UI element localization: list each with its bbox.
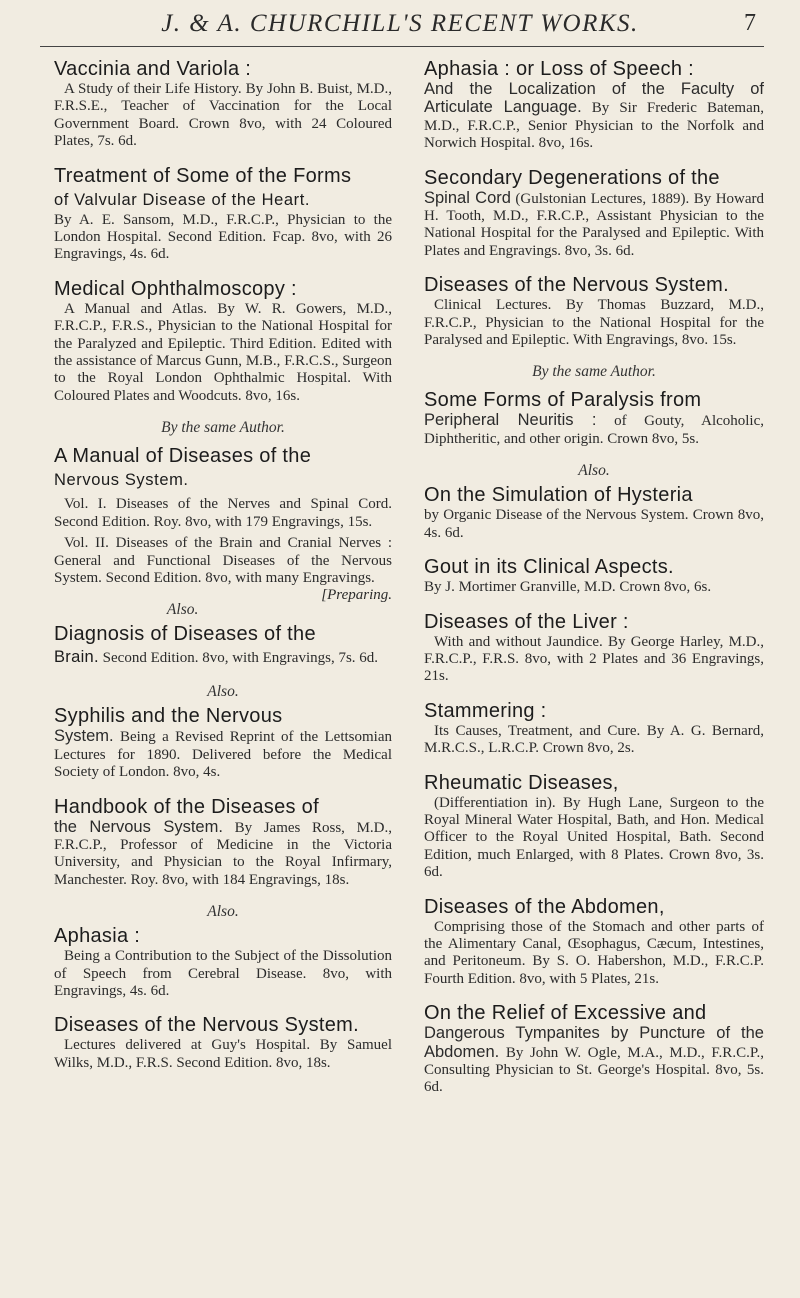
page-header: [0, 0, 800, 46]
entry-title: Gout in its Clinical Aspects.: [424, 556, 674, 579]
by-same-author-label: By the same Author.: [532, 363, 656, 381]
catalogue-entry: [424, 389, 764, 448]
catalogue-entry: [424, 58, 764, 153]
catalogue-entry: [424, 896, 764, 989]
catalogue-entry: [424, 700, 764, 758]
entry-title: Syphilis and the Nervous: [54, 705, 283, 728]
entry-description: With and without Jaundice. By George Harley, M.D., F.R.C.P., F.R.S. 8vo, with 2 Plates and 36 Engravings, 21s.: [424, 633, 764, 685]
catalogue-entry: [54, 1014, 392, 1072]
entry-description: Second Edition. 8vo, with Engravings, 7s. 6d.: [102, 650, 379, 667]
entry-description: Lectures delivered at Guy's Hospital. By Samuel Wilks, M.D., F.R.S. Second Edition. 8vo, 18s.: [54, 1037, 392, 1071]
also-label: Also.: [207, 683, 239, 701]
entry-description: (Gulstonian Lectures, 1889). By Howard H. Tooth, M.D., F.R.C.P., Assistant Physician to the National Hospital for the Paralysed and Epileptic. With Plates and Engravings. 8vo, 3s. 6d.: [424, 190, 765, 259]
entry-title: Vaccinia and Variola :: [54, 58, 252, 80]
entry-title: Some Forms of Paralysis from: [424, 389, 702, 412]
entry-subtitle: Peripheral Neuritis :: [424, 411, 597, 430]
volume-two-text: Vol. II. Diseases of the Brain and Cranial Nerves : General and Functional Diseases of the Nervous System. Second Edition. 8vo, with many Engravings.: [54, 535, 392, 586]
catalogue-entry: [54, 445, 392, 604]
entry-title: On the Relief of Excessive and: [424, 1002, 707, 1025]
entry-title: Aphasia :: [54, 925, 141, 948]
also-label: Also.: [207, 903, 239, 921]
entry-description: Its Causes, Treatment, and Cure. By A. G. Bernard, M.R.C.S., L.R.C.P. Crown 8vo, 2s.: [424, 722, 764, 757]
entry-description: Being a Revised Reprint of the Lettsomian Lectures for 1890. Delivered before the Medical Society of London. 8vo, 4s.: [54, 729, 392, 781]
page-number: 7: [744, 10, 756, 36]
entry-title: Diseases of the Abdomen,: [424, 895, 665, 918]
entry-description: A Manual and Atlas. By W. R. Gowers, M.D., F.R.C.P., F.R.S., Physician to the National Hospital for the Paralyzed and Epileptic. Third Edition. Edited with the assistance of Marcus Gunn, M.B., F.R.C.S., Surgeon to the Royal London Ophthalmic Hospital. With Coloured Plates and Woodcuts. 8vo, 16s.: [54, 300, 392, 404]
entry-title: Aphasia : or Loss of Speech :: [424, 58, 694, 80]
entry-title: Diseases of the Liver :: [424, 610, 629, 633]
volume-one-description: Vol. I. Diseases of the Nerves and Spinal Cord. Second Edition. Roy. 8vo, with 179 Engravings, 15s.: [54, 496, 392, 530]
entry-description: Being a Contribution to the Subject of the Dissolution of Speech from Cerebral Disease. 8vo, with Engravings, 4s. 6d.: [54, 948, 392, 999]
entry-title: Diseases of the Nervous System.: [424, 274, 729, 297]
catalogue-entry: [54, 796, 392, 890]
catalogue-entry: [424, 556, 764, 596]
entry-description: By A. E. Sansom, M.D., F.R.C.P., Physician to the London Hospital. Second Edition. Fcap. 8vo, with 26 Engravings, 4s. 6d.: [54, 211, 392, 263]
entry-title: A Manual of Diseases of the: [54, 445, 312, 468]
volume-two-status: [Preparing.: [321, 587, 392, 604]
entry-subtitle: Nervous System.: [54, 471, 189, 490]
entry-title: Medical Ophthalmoscopy :: [54, 277, 297, 300]
also-label: Also.: [578, 462, 610, 480]
catalogue-entry: [424, 611, 764, 686]
catalogue-entry: [424, 167, 764, 261]
entry-subtitle: Dangerous Tympanites by Puncture of the Abdomen.: [424, 1024, 764, 1061]
entry-subtitle: System.: [54, 727, 114, 746]
catalogue-entry: [424, 484, 764, 542]
entry-title: Diagnosis of Diseases of the: [54, 623, 316, 646]
catalogue-entry: [54, 58, 392, 151]
catalogue-entry: [54, 165, 392, 264]
entry-title: On the Simulation of Hysteria: [424, 484, 693, 507]
entry-description: By James Ross, M.D., F.R.C.P., Professor of Medicine in the Victoria University, and Physician to the Royal Infirmary, Manchester. Roy. 8vo, with 184 Engravings, 18s.: [54, 819, 392, 888]
header-rule: [40, 46, 764, 47]
entry-title: Treatment of Some of the Forms: [54, 164, 352, 187]
entry-description: By J. Mortimer Granville, M.D. Crown 8vo, 6s.: [424, 579, 712, 596]
left-column: [54, 58, 392, 1086]
entry-description: of Gouty, Alcoholic, Diphtheritic, and other origin. Crown 8vo, 5s.: [424, 413, 765, 447]
by-same-author-label: By the same Author.: [161, 419, 285, 437]
entry-title: Secondary Degenerations of the: [424, 166, 720, 189]
entry-title: Rheumatic Diseases,: [424, 771, 619, 794]
catalogue-entry: [54, 925, 392, 1000]
volume-two-description: [54, 535, 392, 604]
also-label: Also.: [166, 601, 199, 619]
entry-description: By John W. Ogle, M.A., M.D., F.R.C.P., Consulting Physician to St. George's Hospital. 8vo, 5s. 6d.: [424, 1044, 764, 1096]
entry-description: Clinical Lectures. By Thomas Buzzard, M.D., F.R.C.P., Physician to the National Hospital for the Paralysed and Epileptic. With Engravings, 8vo. 15s.: [424, 297, 764, 349]
catalogue-entry: [424, 772, 764, 882]
entry-description: By Sir Frederic Bateman, M.D., F.R.C.P., Senior Physician to the Norfolk and Norwich Hospital. 8vo, 16s.: [424, 100, 765, 152]
entry-description: by Organic Disease of the Nervous System. Crown 8vo, 4s. 6d.: [424, 507, 764, 541]
right-column: [424, 58, 764, 1111]
entry-subtitle: of Valvular Disease of the Heart.: [54, 190, 311, 209]
entry-subtitle: Spinal Cord: [424, 188, 511, 207]
entry-description: A Study of their Life History. By John B. Buist, M.D., F.R.S.E., Teacher of Vaccination for the Local Government Board. Crown 8vo, with 24 Coloured Plates, 7s. 6d.: [54, 81, 392, 150]
entry-subtitle: the Nervous System.: [54, 817, 223, 836]
entry-title: Stammering :: [424, 699, 547, 722]
catalogue-entry: [424, 1002, 764, 1097]
running-title: J. & A. CHURCHILL'S RECENT WORKS.: [161, 10, 639, 37]
entry-description: (Differentiation in). By Hugh Lane, Surgeon to the Royal Mineral Water Hospital, Bath, and Hon. Medical Officer to the Royal United Hospital, Bath. Second Edition, much Enlarged, with 8 Plates. Crown 8vo, 3s. 6d.: [424, 794, 764, 881]
catalogue-entry: [54, 623, 392, 669]
entry-title: Diseases of the Nervous System.: [54, 1014, 359, 1037]
entry-subtitle: Brain.: [54, 648, 99, 667]
catalogue-entry: [54, 278, 392, 405]
catalogue-entry: [424, 274, 764, 349]
entry-subtitle: And the Localization of the Faculty of Articulate Language.: [424, 80, 764, 117]
entry-title: Handbook of the Diseases of: [54, 795, 319, 818]
entry-description: Comprising those of the Stomach and other parts of the Alimentary Canal, Œsophagus, Cæcum, Intestines, and Peritoneum. By S. O. Habershon, M.D., F.R.C.P. Fourth Edition. 8vo, with 5 Plates, 21s.: [424, 918, 764, 987]
catalogue-entry: [54, 705, 392, 781]
